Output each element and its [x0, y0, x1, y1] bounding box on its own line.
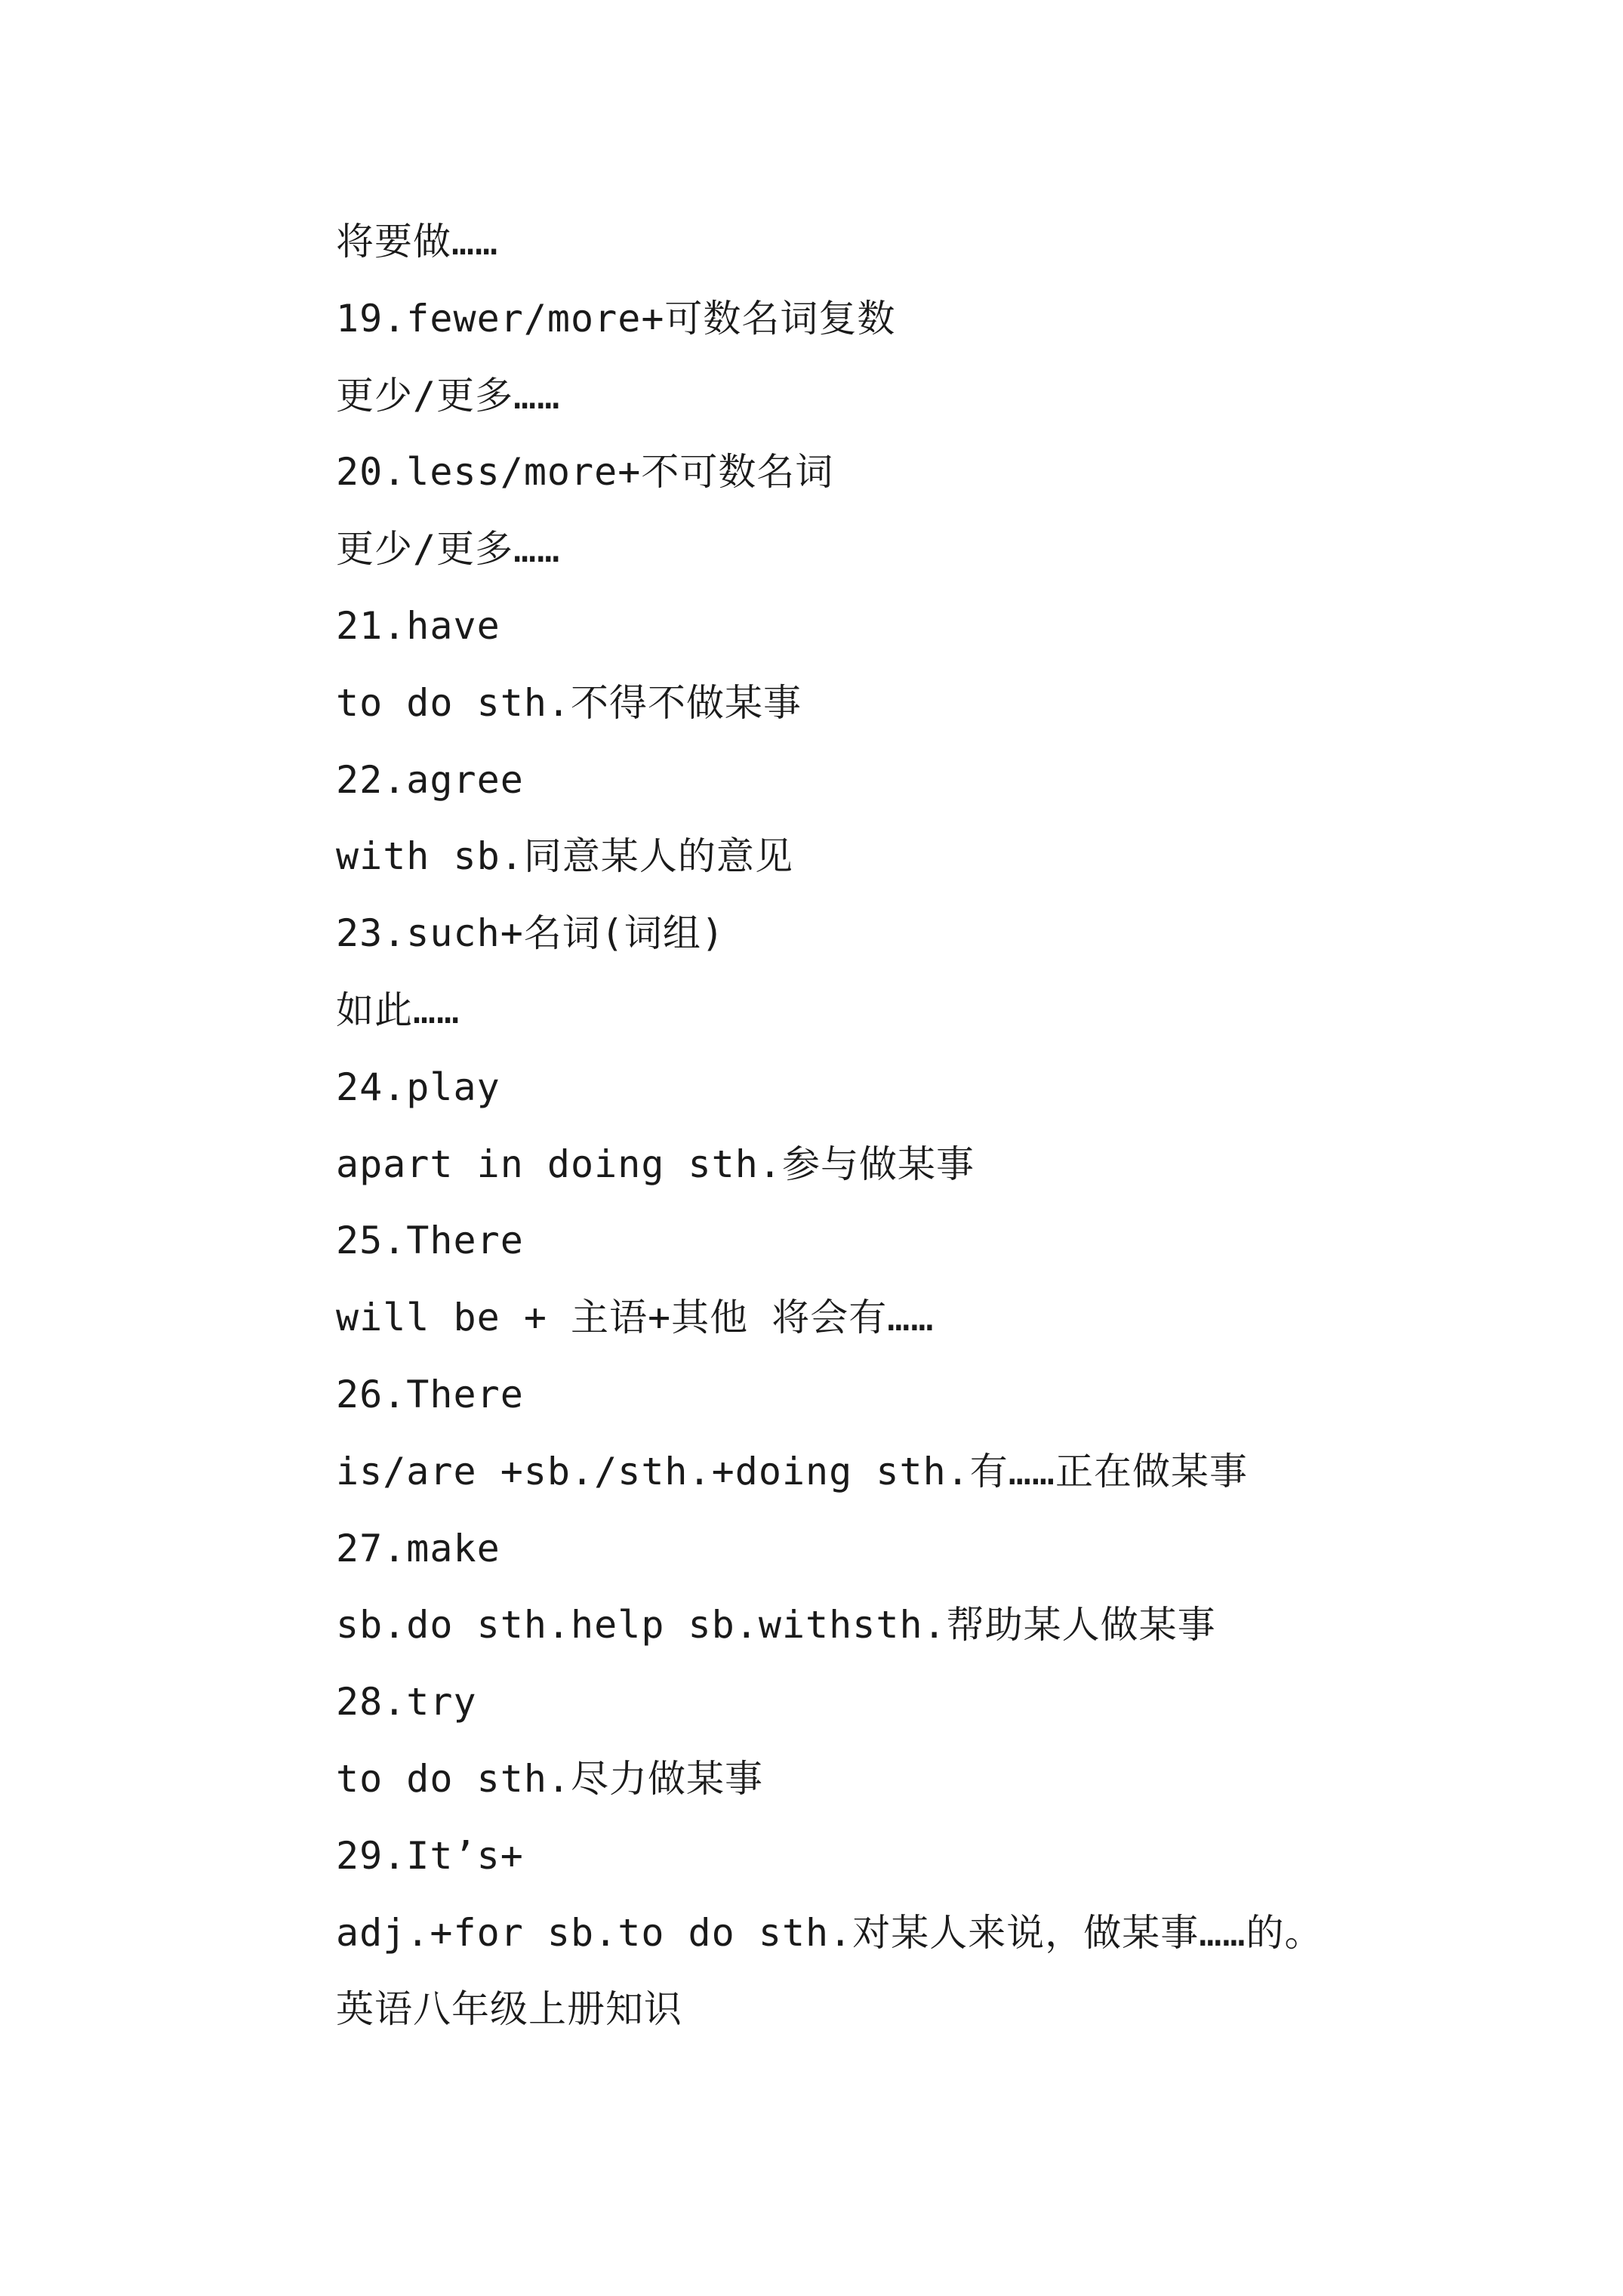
text-line: 如此…… — [336, 988, 460, 1032]
text-line: with sb.同意某人的意见 — [336, 834, 793, 879]
text-line: 将要做…… — [336, 220, 499, 264]
text-line: 更少/更多…… — [336, 527, 561, 572]
text-line: to do sth.不得不做某事 — [336, 680, 802, 725]
text-line: adj.+for sb.to do sth.对某人来说，做某事……的。 — [336, 1910, 1323, 1955]
text-line: 26.There — [336, 1372, 524, 1416]
text-lines — [336, 204, 1559, 2048]
text-line: 20.less/more+不可数名词 — [336, 450, 834, 495]
text-line: 23.such+名词(词组) — [336, 911, 725, 956]
text-line: 19.fewer/more+可数名词复数 — [336, 296, 896, 341]
text-line: 22.agree — [336, 757, 524, 802]
text-line: 27.make — [336, 1526, 500, 1570]
text-line: 24.play — [336, 1065, 500, 1109]
text-line: 29.It’s+ — [336, 1833, 524, 1878]
text-line: to do sth.尽力做某事 — [336, 1756, 764, 1801]
text-line: 21.have — [336, 603, 500, 648]
text-line: 25.There — [336, 1219, 524, 1263]
text-line: will be + 主语+其他 将会有…… — [336, 1296, 935, 1340]
text-line: apart in doing sth.参与做某事 — [336, 1142, 975, 1186]
text-line: sb.do sth.help sb.withsth.帮助某人做某事 — [336, 1603, 1216, 1647]
text-line: is/are +sb./sth.+doing sth.有……正在做某事 — [336, 1449, 1248, 1493]
text-line: 28.try — [336, 1680, 477, 1724]
text-line: 英语八年级上册知识 — [336, 1987, 682, 2032]
text-line: 更少/更多…… — [336, 373, 561, 418]
